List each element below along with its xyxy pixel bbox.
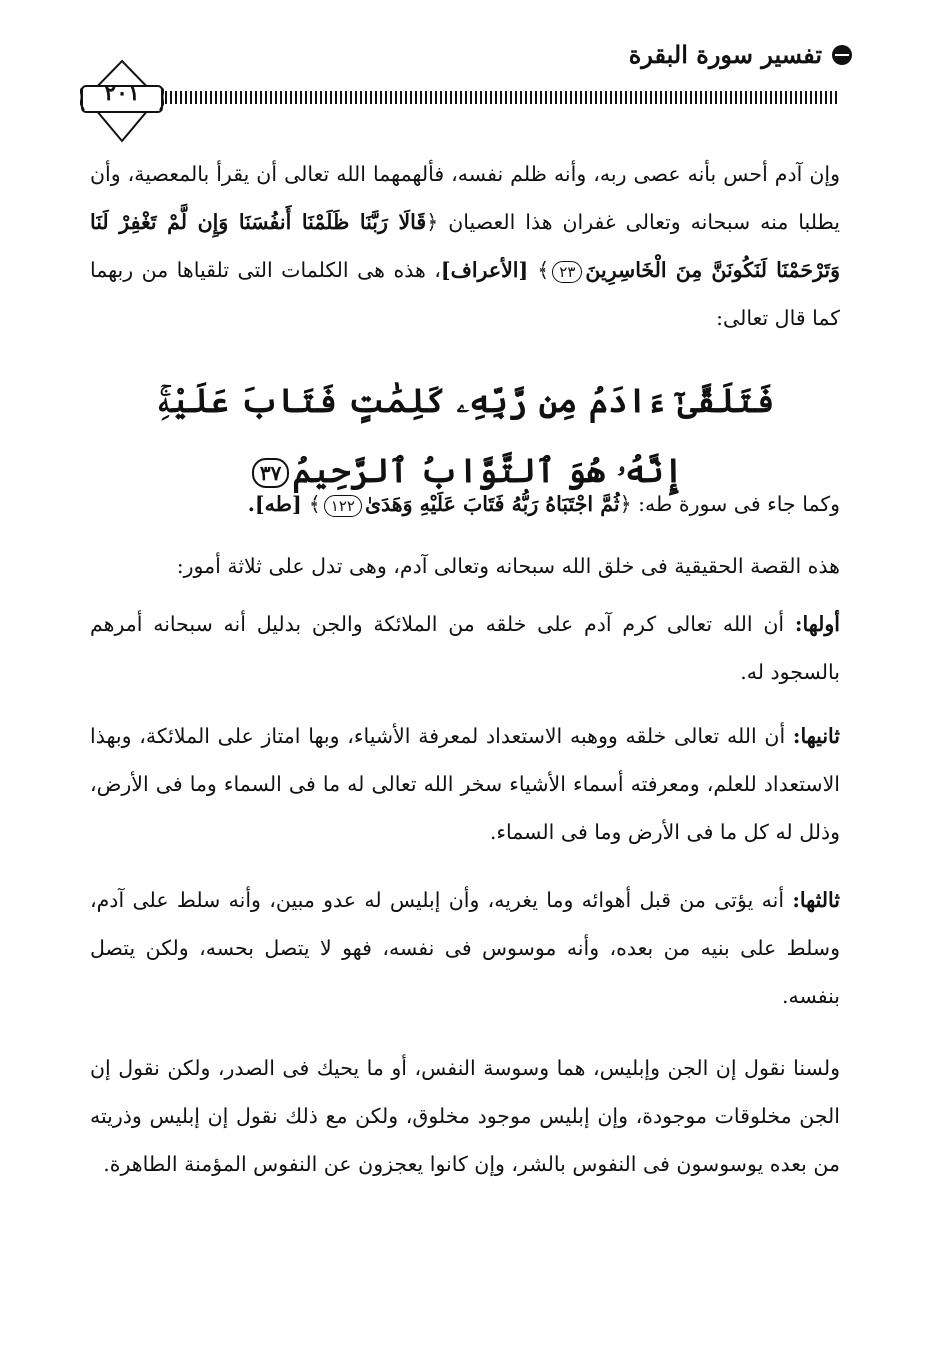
page-number: ٢٠١ bbox=[104, 80, 140, 106]
header-ornament-icon bbox=[832, 45, 852, 65]
paragraph-2-text: وكما جاء فى سورة طه: bbox=[631, 492, 840, 516]
point-label-first: أولها: bbox=[794, 612, 840, 636]
paragraph-3: هذه القصة الحقيقية فى خلق الله سبحانه وتعالى آدم، وهى تدل على ثلاثة أمور: bbox=[176, 554, 840, 578]
quran-verse-taha: ثُمَّ اجْتَبَاهُ رَبُّهُ فَتَابَ عَلَيْهِ وَهَدَىٰ bbox=[364, 492, 620, 516]
quran-verse-araf: قَالَا رَبَّنَا ظَلَمْنَا أَنفُسَنَا وَإِن لَّمْ تَغْفِرْ لَنَا وَتَرْحَمْنَا لَنَكُونَنَّ مِنَ الْخَاسِرِينَ bbox=[90, 210, 840, 282]
page-number-badge bbox=[80, 58, 164, 144]
verse-brace-open: ﴿ bbox=[619, 492, 632, 516]
paragraph-1-text-a: وإن آدم أحس بأنه عصى ربه، وأنه ظلم نفسه، فألهمهما الله تعالى أن يقرأ بالمعصية، وأن يطلبا منه سبحانه وتعالى غفران هذا العصيان bbox=[90, 162, 841, 234]
verse-number-araf: ٢٣ bbox=[552, 261, 582, 283]
paragraph-6-third-point bbox=[90, 876, 840, 1020]
verse-brace-open: ﴿ bbox=[426, 210, 439, 234]
verse-brace-close: ﴾ bbox=[537, 258, 550, 282]
header-rule bbox=[160, 91, 838, 104]
paragraph-1-text-b: ، هذه هى الكلمات التى تلقياها من ربهما كما قال تعالى: bbox=[90, 258, 840, 330]
point-label-third: ثالثها: bbox=[792, 888, 840, 912]
point-label-second: ثانيها: bbox=[792, 724, 840, 748]
verse-number-taha: ١٢٢ bbox=[324, 495, 362, 517]
featured-verse-text: فَتَلَقَّىٰٓ ءَادَمُ مِن رَّبِّهِۦ كَلِمَٰتٍ فَتَابَ عَلَيْهِۚ إِنَّهُۥ هُوَ ٱلتَّوَّابُ ٱلرَّحِيمُ bbox=[157, 381, 775, 490]
surah-source-araf: [الأعراف] bbox=[440, 258, 538, 282]
paragraph-7: ولسنا نقول إن الجن وإبليس، هما وسوسة النفس، أو ما يحيك فى الصدر، ولكن نقول إن الجن مخلوقات موجودة، وإن إبليس موجود مخلوق، ولكن مع ذلك نقول إن إبليس وذريته من بعده يوسوسون فى النفوس بالشر، وإن كانوا يعجزون عن النفوس المؤمنة الطاهرة. bbox=[90, 1056, 840, 1176]
running-header bbox=[629, 40, 852, 70]
paragraph-1 bbox=[90, 150, 840, 342]
verse-brace-close: ﴾ bbox=[308, 492, 321, 516]
point-text-second: أن الله تعالى خلقه ووهبه الاستعداد لمعرفة الأشياء، وبها امتاز على الملائكة، وبهذا الاستعداد للعلم، ومعرفته أسماء الأشياء سخر الله تعالى له ما فى السماء وما فى الأرض، وذلل له كل ما فى الأرض وما فى السماء. bbox=[90, 724, 840, 844]
paragraph-5-second-point bbox=[90, 712, 840, 856]
paragraph-4-first-point bbox=[90, 600, 840, 696]
surah-source-taha: [طه]. bbox=[247, 492, 309, 516]
paragraph-2 bbox=[90, 480, 840, 528]
running-header-title: تفسير سورة البقرة bbox=[628, 40, 822, 69]
featured-verse-number: ٣٧ bbox=[252, 458, 289, 488]
point-text-third: أنه يؤتى من قبل أهوائه وما يغريه، وأن إبليس له عدو مبين، وأنه سلط على آدم، وسلط على بنيه من بعده، وأنه موسوس فى نفسه، فهو لا يتصل بحسه، ولكن يتصل بنفسه. bbox=[90, 888, 840, 1008]
point-text-first: أن الله تعالى كرم آدم على خلقه من الملائكة والجن بدليل أنه سبحانه أمرهم بالسجود له. bbox=[90, 612, 840, 684]
